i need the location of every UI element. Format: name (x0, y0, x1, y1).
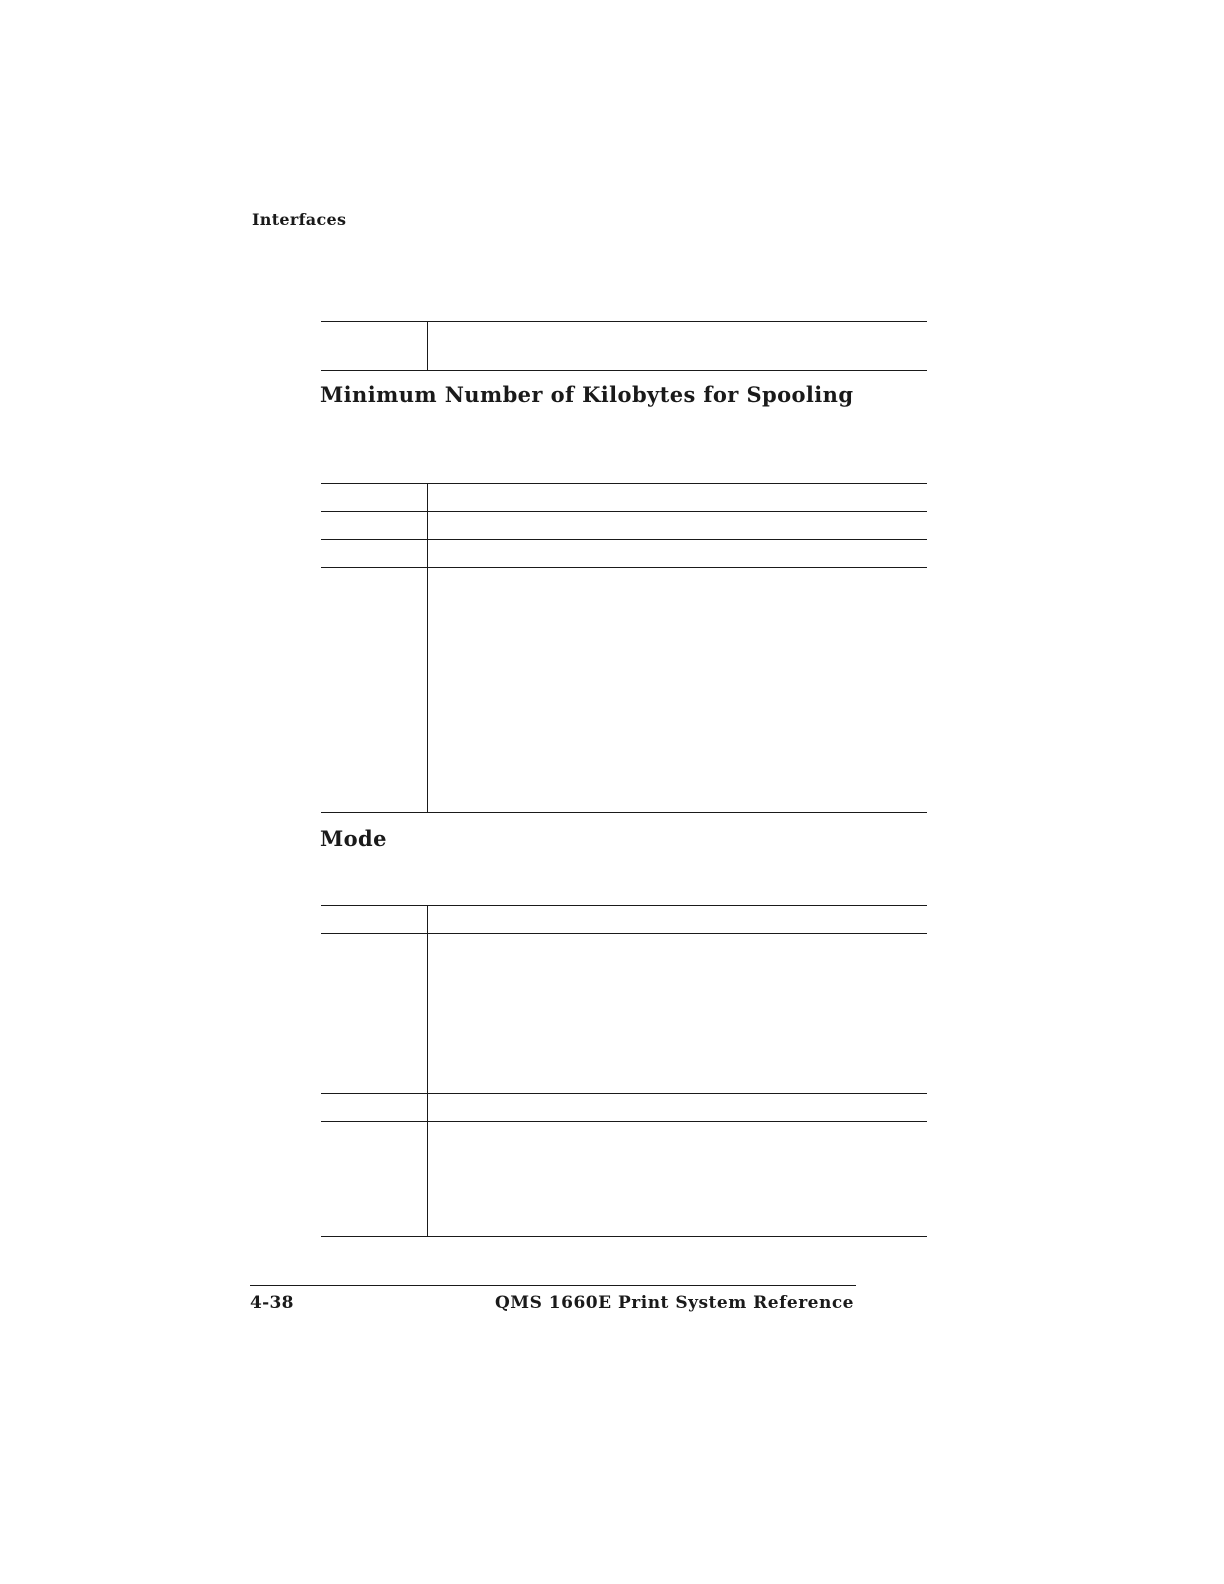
column-divider (427, 484, 428, 511)
table-row (321, 483, 927, 511)
table-continued (321, 321, 927, 371)
table-row (321, 905, 927, 933)
table-row (321, 567, 927, 813)
column-divider (427, 512, 428, 539)
section-heading-min-kilobytes: Minimum Number of Kilobytes for Spooling (320, 382, 854, 407)
column-divider (427, 568, 428, 812)
page-number: 4-38 (250, 1293, 294, 1313)
table-min-kilobytes (321, 483, 927, 813)
table-mode (321, 905, 927, 1237)
column-divider (427, 934, 428, 1093)
column-divider (427, 540, 428, 567)
table-row (321, 933, 927, 1093)
column-divider (427, 1122, 428, 1236)
table-row (321, 1121, 927, 1237)
table-row (321, 511, 927, 539)
table-row (321, 1093, 927, 1121)
section-heading-mode: Mode (320, 826, 387, 851)
footer-rule (250, 1285, 856, 1286)
table-row (321, 539, 927, 567)
column-divider (427, 1094, 428, 1121)
running-head: Interfaces (252, 210, 347, 229)
table-row (321, 321, 927, 371)
column-divider (427, 322, 428, 370)
book-title: QMS 1660E Print System Reference (494, 1293, 854, 1313)
column-divider (427, 906, 428, 933)
